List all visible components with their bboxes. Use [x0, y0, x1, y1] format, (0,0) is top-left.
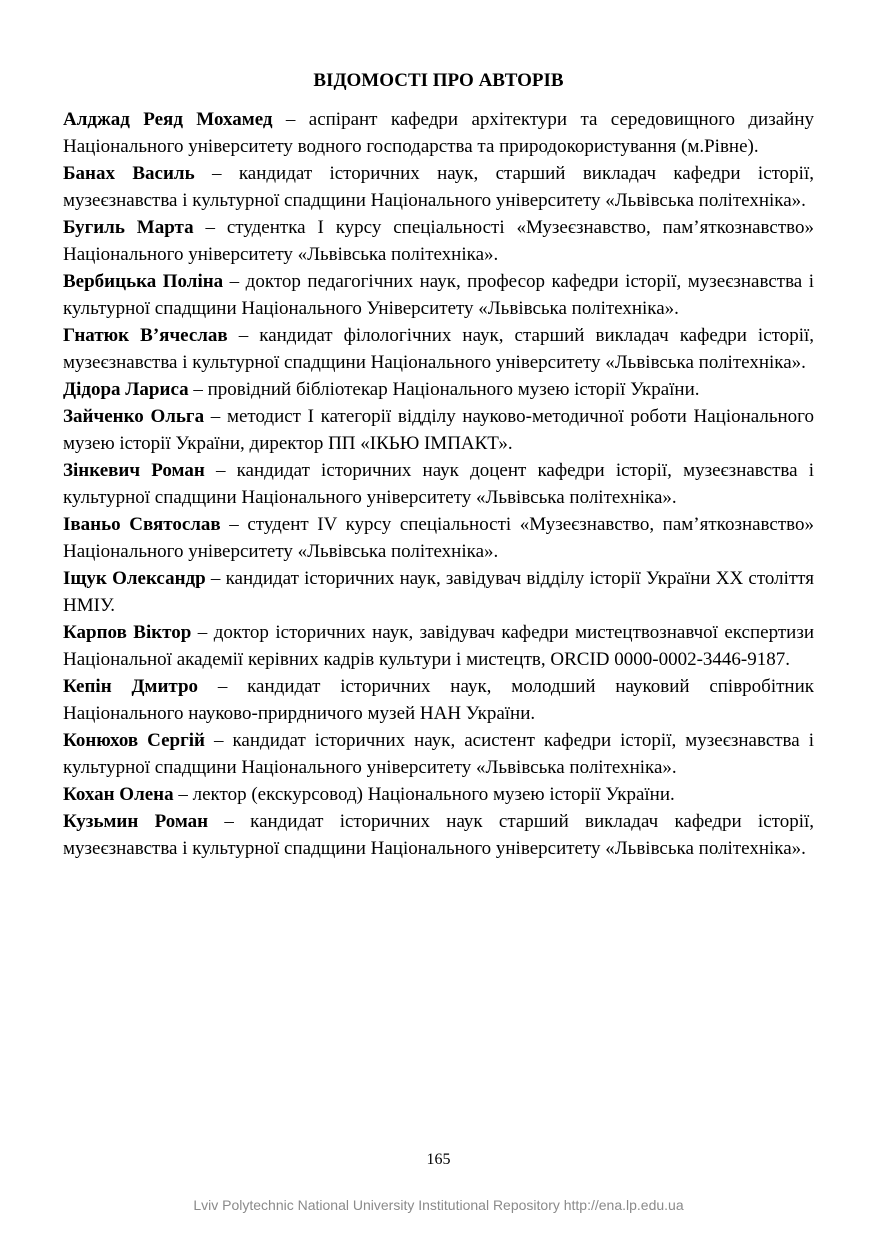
author-description: – кандидат історичних наук, старший викладач кафедри історії, музеєзнавства і культурної спадщини Національного університету «Львівська політехніка». [63, 163, 814, 211]
author-description: – аспірант кафедри архітектури та середовищного дизайну Національного університету водного господарства та природокористування (м.Рівне). [63, 109, 814, 157]
author-name: Кохан Олена [63, 784, 174, 805]
author-description: – доктор історичних наук, завідувач кафедри мистецтвознавчої експертизи Національної академії керівних кадрів культури і мистецтв, ORCID 0000-0002-3446-9187. [63, 622, 814, 670]
author-entry [63, 511, 814, 565]
author-entry [63, 808, 814, 862]
author-entry [63, 214, 814, 268]
repository-footer: Lviv Polytechnic National University Institutional Repository http://ena.lp.edu.ua [193, 1197, 684, 1213]
author-name: Алджад Реяд Мохамед [63, 109, 273, 130]
author-entry [63, 565, 814, 619]
author-name: Конюхов Сергій [63, 730, 205, 751]
author-name: Іваньо Святослав [63, 514, 221, 535]
author-entry [63, 106, 814, 160]
author-name: Дідора Лариса [63, 379, 189, 400]
author-name: Бугиль Марта [63, 217, 194, 238]
author-list [63, 106, 814, 862]
author-name: Кузьмин Роман [63, 811, 209, 832]
author-description: – провідний бібліотекар Національного музею історії України. [188, 379, 700, 400]
author-entry [63, 376, 814, 403]
author-description: – студент IV курсу спеціальності «Музеєзнавство, пам’яткознавство» Національного університету «Львівська політехніка». [63, 514, 814, 562]
author-description: – кандидат історичних наук доцент кафедри історії, музеєзнавства і культурної спадщини Національного університету «Львівська політехніка». [63, 460, 814, 508]
author-name: Банах Василь [63, 163, 195, 184]
author-description: – лектор (екскурсовод) Національного музею історії України. [173, 784, 675, 805]
author-description: – кандидат історичних наук, завідувач відділу історії України ХХ століття НМІУ. [63, 568, 814, 616]
author-name: Зайченко Ольга [63, 406, 205, 427]
author-entry [63, 781, 814, 808]
author-description: – кандидат історичних наук, асистент кафедри історії, музеєзнавства і культурної спадщини Національного університету «Львівська політехніка». [63, 730, 815, 778]
author-description: – кандидат історичних наук старший викладач кафедри історії, музеєзнавства і культурної спадщини Національного університету «Львівська політехніка». [63, 811, 815, 859]
author-description: – студентка І курсу спеціальності «Музеєзнавство, пам’яткознавство» Національного університету «Львівська політехніка». [63, 217, 814, 265]
author-description: – кандидат історичних наук, молодший науковий співробітник Національного науково-прирдничого музей НАН України. [63, 676, 814, 724]
author-description: – доктор педагогічних наук, професор кафедри історії, музеєзнавства і культурної спадщини Національного Університету «Львівська політехніка». [63, 271, 814, 319]
page-number: 165 [426, 1151, 451, 1168]
author-name: Карпов Віктор [63, 622, 192, 643]
author-name: Вербицька Поліна [63, 271, 224, 292]
author-entry [63, 457, 814, 511]
author-entry [63, 322, 814, 376]
page-title: ВІДОМОСТІ ПРО АВТОРІВ [313, 70, 564, 91]
author-name: Іщук Олександр [63, 568, 206, 589]
author-entry [63, 403, 814, 457]
author-entry [63, 160, 814, 214]
author-description: – кандидат філологічних наук, старший викладач кафедри історії, музеєзнавства і культурної спадщини Національного університету «Львівська політехніка». [63, 325, 815, 373]
author-name: Зінкевич Роман [63, 460, 205, 481]
author-entry [63, 268, 814, 322]
author-entry [63, 673, 814, 727]
author-name: Гнатюк В’ячеслав [63, 325, 228, 346]
author-description: – методист І категорії відділу науково-методичної роботи Національного музею історії України, директор ПП «ІКЬЮ ІМПАКТ». [63, 406, 815, 454]
author-entry [63, 619, 814, 673]
author-entry [63, 727, 814, 781]
author-name: Кепін Дмитро [63, 676, 199, 697]
